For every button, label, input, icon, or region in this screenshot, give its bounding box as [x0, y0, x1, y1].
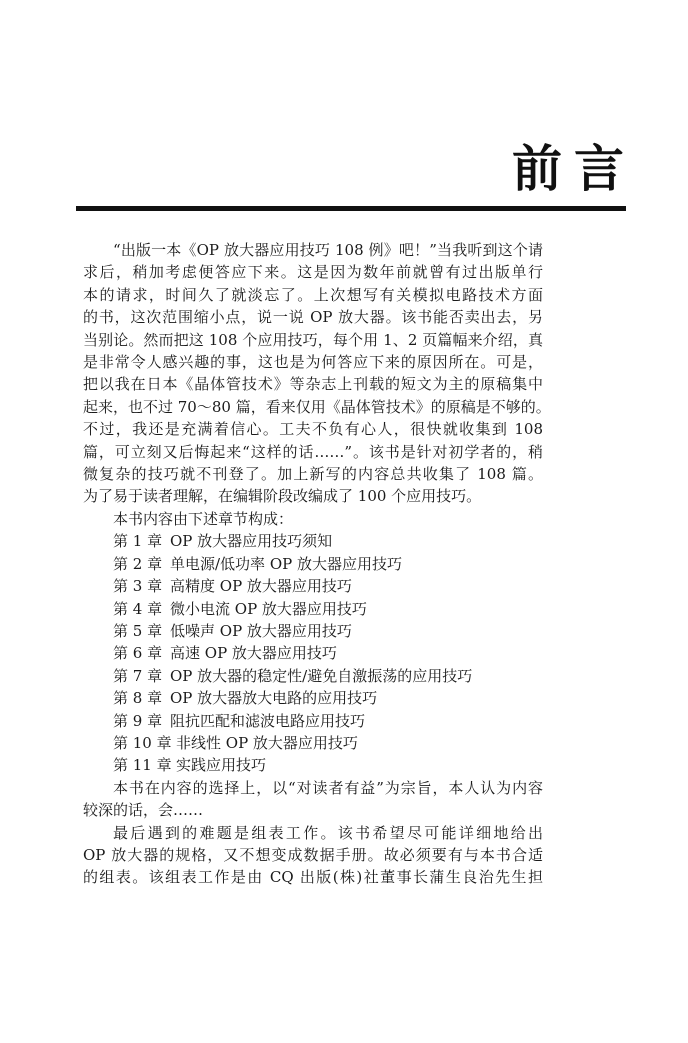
page-title-char-2: 言	[574, 140, 624, 198]
intro-paragraph	[83, 239, 551, 508]
text-line: 篇，可立刻又后悔起来“这样的话……”。该书是针对初学者的，稍	[83, 442, 543, 461]
chapter-title: 高速 OP 放大器应用技巧	[170, 644, 337, 663]
chapter-title: 实践应用技巧	[176, 756, 267, 775]
chapter-number: 第 11 章	[113, 756, 172, 775]
chapter-item	[83, 732, 543, 754]
text-line: 起来，也不过 70～80 篇，看来仅用《晶体管技术》的原稿是不够的。	[83, 397, 551, 416]
text-line: 不过，我还是充满着信心。工夫不负有心人，很快就收集到 108	[83, 420, 543, 439]
chapter-title: OP 放大器放大电路的应用技巧	[170, 689, 378, 708]
selection-paragraph	[83, 777, 543, 822]
chapter-title: OP 放大器应用技巧须知	[170, 532, 333, 551]
chapter-item	[83, 598, 543, 620]
text-line: 把以我在日本《晶体管技术》等杂志上刊载的短文为主的原稿集中	[83, 375, 543, 394]
chapter-list	[83, 530, 543, 776]
chapter-title: 低噪声 OP 放大器应用技巧	[170, 621, 352, 640]
text-line: 本书内容由下述章节构成：	[113, 509, 294, 528]
text-line: 为了易于读者理解，在编辑阶段改编成了 100 个应用技巧。	[83, 487, 482, 506]
text-line: 是非常令人感兴趣的事，这也是为何答应下来的原因所在。可是，	[83, 353, 543, 372]
chapter-item	[83, 754, 543, 776]
text-line: 求后，稍加考虑便答应下来。这是因为数年前就曾有过出版单行	[83, 263, 543, 282]
chapter-number: 第 9 章	[113, 711, 163, 730]
chapter-title: 高精度 OP 放大器应用技巧	[170, 577, 352, 596]
preface-body	[83, 239, 551, 889]
chapter-number: 第 7 章	[113, 666, 163, 685]
text-line: 本书在内容的选择上，以“对读者有益”为宗旨，本人认为内容	[113, 778, 543, 797]
text-line: 微复杂的技巧就不刊登了。加上新写的内容总共收集了 108 篇。	[83, 465, 543, 484]
chapter-item	[83, 620, 543, 642]
chapter-title: 微小电流 OP 放大器应用技巧	[170, 599, 367, 618]
chapter-title: 非线性 OP 放大器应用技巧	[176, 733, 358, 752]
chapter-title: OP 放大器的稳定性/避免自激振荡的应用技巧	[170, 666, 473, 685]
tables-paragraph	[83, 822, 543, 889]
structure-intro	[83, 508, 543, 530]
page-title-char-1: 前	[512, 140, 562, 198]
page-title	[512, 138, 624, 200]
chapter-number: 第 8 章	[113, 689, 163, 708]
chapter-item	[83, 642, 543, 664]
text-line: “出版一本《OP 放大器应用技巧 108 例》吧！”当我听到这个请	[113, 241, 543, 259]
chapter-number: 第 4 章	[113, 599, 163, 618]
chapter-title: 单电源/低功率 OP 放大器应用技巧	[170, 554, 402, 573]
chapter-item	[83, 687, 543, 709]
text-line: 最后遇到的难题是组表工作。该书希望尽可能详细地给出	[113, 823, 543, 842]
title-rule	[76, 206, 626, 211]
chapter-item	[83, 530, 543, 552]
chapter-number: 第 10 章	[113, 733, 172, 752]
chapter-item	[83, 553, 543, 575]
chapter-item	[83, 575, 543, 597]
chapter-number: 第 5 章	[113, 621, 163, 640]
chapter-title: 阻抗匹配和滤波电路应用技巧	[170, 711, 366, 730]
chapter-number: 第 3 章	[113, 577, 163, 596]
text-line: 的书，这次范围缩小点，说一说 OP 放大器。该书能否卖出去，另	[83, 308, 543, 327]
text-line: 的组表。该组表工作是由 CQ 出版(株)社董事长蒲生良治先生担	[83, 868, 543, 887]
chapter-item	[83, 710, 543, 732]
chapter-number: 第 6 章	[113, 644, 163, 663]
text-line: 本的请求，时间久了就淡忘了。上次想写有关模拟电路技术方面	[83, 285, 543, 304]
text-line: 当别论。然而把这 108 个应用技巧，每个用 1、2 页篇幅来介绍，真	[83, 330, 543, 349]
chapter-number: 第 2 章	[113, 554, 163, 573]
chapter-number: 第 1 章	[113, 532, 163, 551]
text-line: OP 放大器的规格，又不想变成数据手册。故必须要有与本书合适	[83, 845, 543, 864]
chapter-item	[83, 665, 543, 687]
text-line: 较深的话，会……	[83, 801, 204, 820]
